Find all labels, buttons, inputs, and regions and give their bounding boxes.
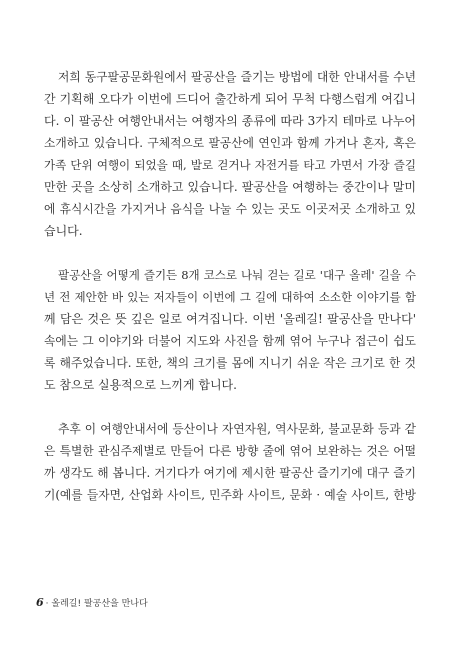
text-line: 기(예를 들자면, 산업화 사이트, 민주화 사이트, 문화 · 예술 사이트, 한방: [44, 488, 416, 502]
text-line: 에 휴식시간을 가지거나 음식을 나눌 수 있는 곳도 이곳저곳 소개하고 있: [44, 202, 416, 216]
text-line: 다. 이 팔공산 여행안내서는 여행자의 종류에 따라 3가지 테마로 나누어: [44, 114, 416, 128]
text-line: 년 전 제안한 바 있는 저자들이 이번에 그 길에 대하여 소소한 이야기를 함: [44, 290, 416, 304]
paragraph-1: [44, 66, 416, 242]
text-line: 습니다.: [44, 224, 83, 238]
body-text: [44, 66, 416, 506]
text-line: 록 해주었습니다. 또한, 책의 크기를 몸에 지니기 쉬운 작은 크기로 한 것: [44, 356, 416, 370]
footer-separator: ·: [45, 599, 49, 609]
text-line: 팔공산을 어떻게 즐기든 8개 코스로 나눠 걷는 길로 '대구 올레' 길을 수: [58, 268, 416, 282]
text-line: 만한 곳을 소상히 소개하고 있습니다. 팔공산을 여행하는 중간이나 말미: [44, 180, 416, 194]
text-line: 간 기획해 오다가 이번에 드디어 출간하게 되어 무척 다행스럽게 여깁니: [44, 92, 416, 106]
paragraph-2: [44, 264, 416, 396]
page-number: 6: [36, 596, 44, 609]
page-footer: [36, 596, 148, 609]
text-line: 도 참으로 실용적으로 느끼게 합니다.: [44, 378, 237, 392]
text-line: 까 생각도 해 봅니다. 거기다가 여기에 제시한 팔공산 즐기기에 대구 즐기: [44, 466, 416, 480]
text-line: 저희 동구팔공문화원에서 팔공산을 즐기는 방법에 대한 안내서를 수년: [58, 70, 416, 84]
text-line: 추후 이 여행안내서에 등산이나 자연자원, 역사문화, 불교문화 등과 같: [58, 422, 416, 436]
text-line: 께 담은 것은 뜻 깊은 일로 여겨집니다. 이번 '올레길! 팔공산을 만나다': [44, 312, 416, 326]
text-line: 은 특별한 관심주제별로 만들어 다른 방향 줄에 엮어 보완하는 것은 어떨: [44, 444, 416, 458]
text-line: 가족 단위 여행이 되었을 때, 발로 걷거나 자전거를 타고 가면서 가장 즐길: [44, 158, 416, 172]
text-line: 소개하고 있습니다. 구체적으로 팔공산에 연인과 함께 가거나 혼자, 혹은: [44, 136, 416, 150]
text-line: 속에는 그 이야기와 더불어 지도와 사진을 함께 엮어 누구나 접근이 쉽도: [44, 334, 416, 348]
paragraph-3: [44, 418, 416, 506]
book-title: 올레길! 팔공산을 만나다: [51, 599, 148, 609]
